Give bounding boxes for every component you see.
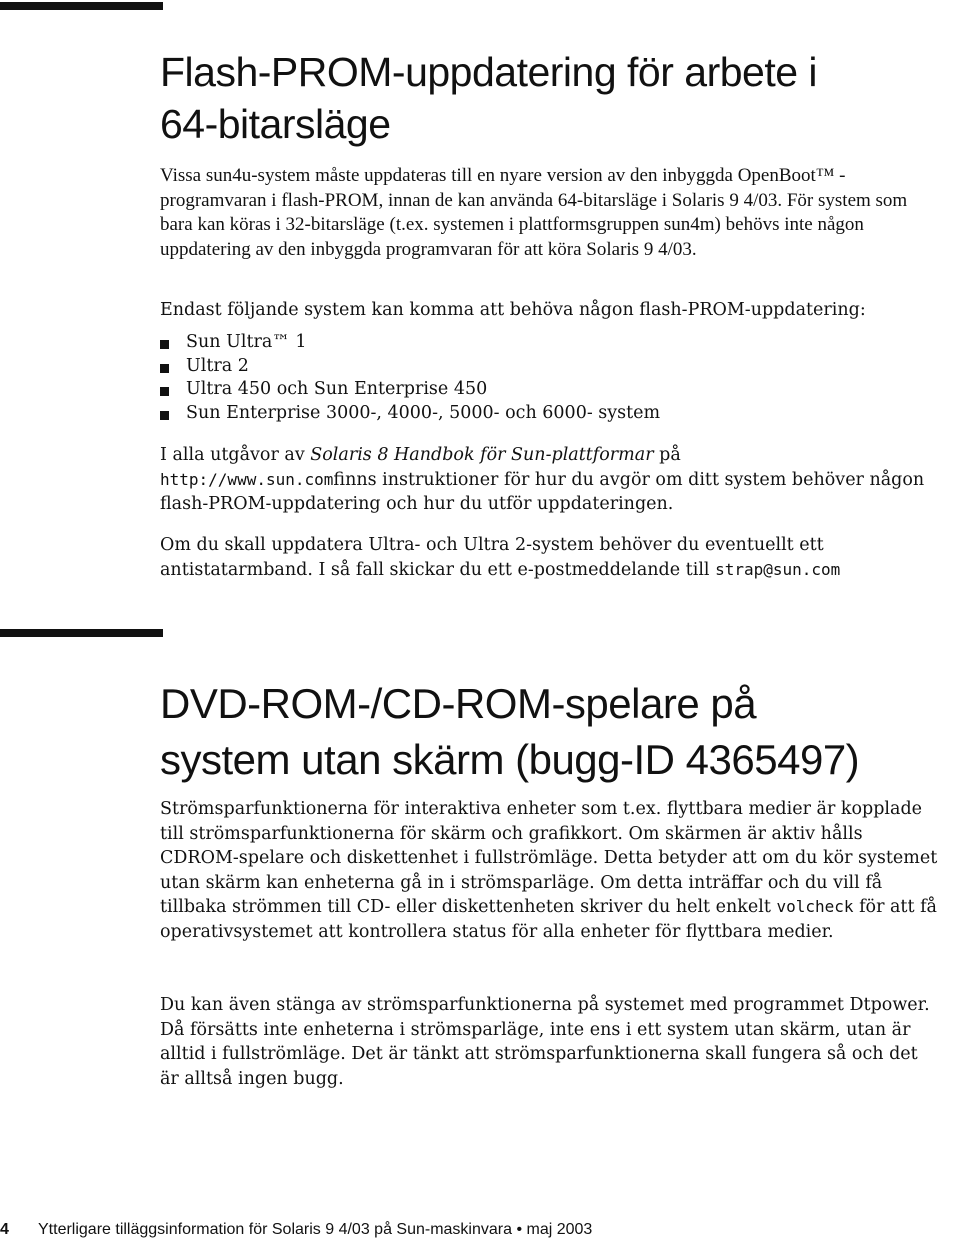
square-bullet-icon bbox=[160, 411, 169, 420]
systems-lead-paragraph: Endast följande system kan komma att behöva någon flash-PROM-uppdatering: bbox=[160, 300, 866, 320]
handbook-title: Solaris 8 Handbok för Sun-plattformar bbox=[310, 445, 654, 465]
list-item bbox=[160, 378, 660, 402]
section-title-dvd-rom bbox=[160, 676, 940, 788]
square-bullet-icon bbox=[160, 387, 169, 396]
power-saving-paragraph bbox=[160, 797, 940, 944]
page-number: 4 bbox=[0, 1221, 9, 1238]
section-rule-top bbox=[0, 2, 163, 10]
sun-url-link[interactable]: http://www.sun.com bbox=[160, 469, 334, 489]
title-line: system utan skärm (bugg-ID 4365497) bbox=[160, 736, 860, 783]
list-item bbox=[160, 355, 660, 379]
list-item-text: Sun Enterprise 3000-, 4000-, 5000- och 6000- system bbox=[186, 402, 661, 423]
dtpower-paragraph: Du kan även stänga av strömsparfunktionerna på systemet med programmet Dtpower. Då försätts inte enheterna i strömsparläge, inte ens i ett system utan skärm, utan är alltid i fullströmläge. Det är tänkt att strömsparfunktionerna skall fungera så och det är alltså ingen bugg. bbox=[160, 995, 930, 1089]
volcheck-command: volcheck bbox=[776, 897, 854, 916]
square-bullet-icon bbox=[160, 340, 169, 349]
antistatic-paragraph bbox=[160, 533, 940, 582]
title-line: 64-bitarsläge bbox=[160, 101, 391, 147]
square-bullet-icon bbox=[160, 364, 169, 373]
handbook-paragraph bbox=[160, 443, 940, 517]
footer-text: Ytterligare tilläggsinformation för Solaris 9 4/03 på Sun-maskinvara • maj 2003 bbox=[38, 1221, 593, 1238]
list-item bbox=[160, 331, 660, 355]
section-rule-mid bbox=[0, 629, 163, 637]
text-run: Strömsparfunktionerna för interaktiva enheter som t.ex. flyttbara medier är kopplade till strömsparfunktionerna för skärm och grafikkort. Om skärmen är aktiv hålls CDROM-spelare och diskettenhet i fullströmläge. Detta betyder att om du kör systemet utan skärm kan enheterna gå in i strömsparläge. Om detta inträffar och du vill få tillbaka strömmen till CD- eller diskettenheten skriver du helt enkelt bbox=[160, 799, 938, 917]
text-run: finns instruktioner för hur du avgör om ditt system behöver någon flash-PROM-uppdatering och hur du utför uppdateringen. bbox=[160, 469, 925, 514]
strap-email-link[interactable]: strap@sun.com bbox=[715, 559, 841, 579]
title-line: DVD-ROM-/CD-ROM-spelare på bbox=[160, 680, 757, 727]
text-run: för att få operativsystemet att kontrollera status för alla enheter för flyttbara medier. bbox=[160, 897, 937, 942]
intro-paragraph: Vissa sun4u-system måste uppdateras till en nyare version av den inbyggda OpenBoot™ -programvaran i flash-PROM, innan de kan använda 64-bitarsläge i Solaris 9 4/03. För system som bara kan köras i 32-bitarsläge (t.ex. systemen i plattformsgruppen sun4m) behövs inte någon uppdatering av den inbyggda programvaran för att köra Solaris 9 4/03. bbox=[160, 165, 908, 260]
text-run: på bbox=[653, 445, 681, 465]
text-run: I alla utgåvor av bbox=[160, 445, 311, 465]
title-line: Flash-PROM-uppdatering för arbete i bbox=[160, 49, 818, 95]
list-item bbox=[160, 402, 660, 426]
list-item-text: Ultra 450 och Sun Enterprise 450 bbox=[186, 379, 488, 399]
text-run: Om du skall uppdatera Ultra- och Ultra 2-system behöver du eventuellt ett antistatarmband. I så fall skickar du ett e-postmeddelande till bbox=[160, 535, 824, 580]
list-item-text: Ultra 2 bbox=[186, 355, 249, 376]
section-title-flash-prom bbox=[160, 46, 940, 150]
list-item-text: Sun Ultra™ 1 bbox=[186, 332, 307, 352]
systems-bullet-list bbox=[160, 331, 660, 425]
